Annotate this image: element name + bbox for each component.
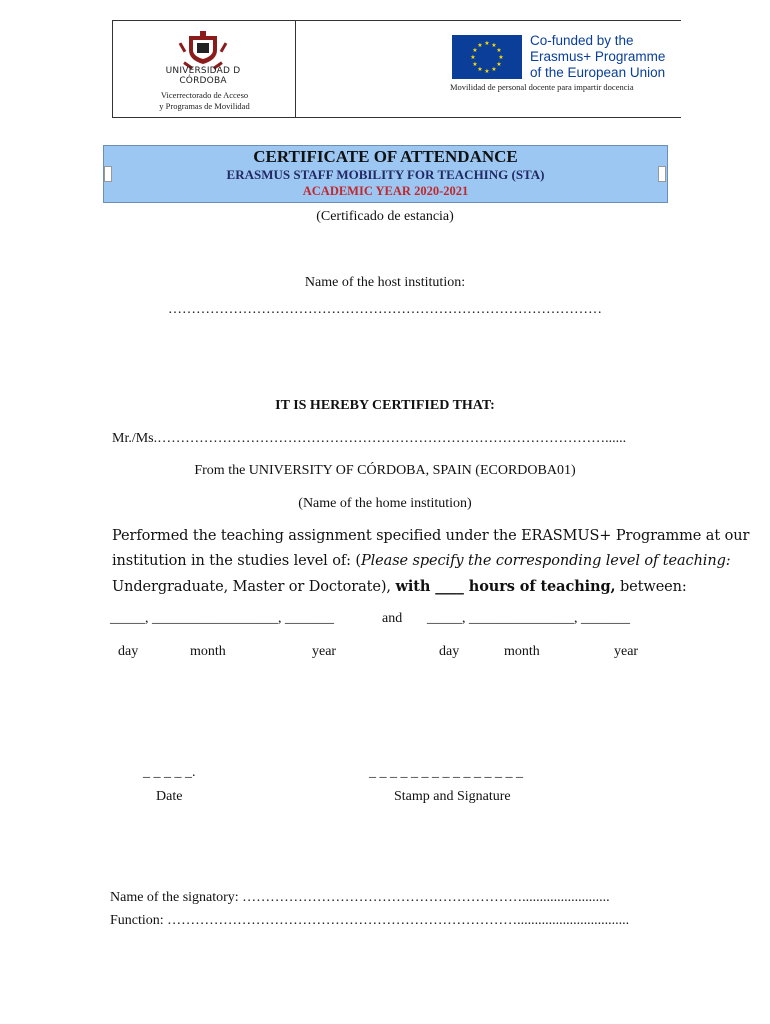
eu-cofunded-text [530, 33, 665, 81]
svg-text:★: ★ [470, 54, 476, 61]
start-month-label: month [190, 644, 226, 659]
svg-text:★: ★ [472, 47, 478, 54]
teaching-hours-field[interactable]: with ____ hours of teaching, [395, 578, 616, 595]
paragraph-line1: Performed the teaching assignment specified under the ERASMUS+ Programme at our [112, 528, 750, 544]
start-date-field[interactable]: _____, __________________, _______ [110, 611, 334, 626]
paragraph-line2 [112, 553, 731, 569]
svg-text:★: ★ [477, 42, 483, 49]
certified-heading: IT IS HEREBY CERTIFIED THAT: [275, 398, 495, 413]
eu-line1: Co-funded by the [530, 33, 634, 48]
eu-line3: of the European Union [530, 65, 666, 80]
signatory-name-field[interactable]: Name of the signatory: ……………………………………………………......................... [110, 890, 610, 905]
eu-flag-icon [452, 35, 522, 79]
end-day-label: day [439, 644, 460, 659]
svg-text:★: ★ [491, 42, 497, 49]
eu-line2: Erasmus+ Programme [530, 49, 666, 64]
paragraph-line3-end: between: [615, 579, 687, 595]
end-month-label: month [504, 644, 540, 659]
start-day-label: day [118, 644, 139, 659]
end-date-field[interactable]: _____, _______________, _______ [427, 611, 630, 626]
paragraph-line3-text: Undergraduate, Master or Doctorate), [112, 579, 396, 595]
eu-subtitle: Movilidad de personal docente para impartir docencia [450, 82, 634, 92]
paragraph-line2-text: institution in the studies level of: ( [112, 553, 361, 569]
svg-text:★: ★ [472, 61, 478, 68]
host-institution-field[interactable]: ………………………………………………………………………………… [168, 302, 602, 317]
svg-text:★: ★ [496, 47, 502, 54]
paragraph-line2-italic: Please specify the corresponding level of teaching: [360, 553, 731, 569]
and-label: and [382, 611, 403, 626]
spanish-title: (Certificado de estancia) [316, 209, 454, 224]
svg-text:★: ★ [484, 68, 490, 75]
stamp-signature-label: Stamp and Signature [394, 789, 511, 804]
home-university-line: From the UNIVERSITY OF CÓRDOBA, SPAIN (ECORDOBA01) [194, 463, 576, 478]
certificate-subtitle: ERASMUS STAFF MOBILITY FOR TEACHING (STA) [226, 167, 545, 182]
svg-text:★: ★ [477, 66, 483, 73]
svg-text:★: ★ [498, 54, 504, 61]
university-name: UNIVERSIDAD D CÓRDOBA [165, 66, 241, 86]
end-year-label: year [614, 644, 639, 659]
start-year-label: year [312, 644, 337, 659]
date-signature-field[interactable]: _ _ _ _ _. [143, 765, 196, 780]
home-institution-caption: (Name of the home institution) [298, 496, 472, 511]
svg-text:★: ★ [484, 40, 490, 47]
vice-rectorate-line2: y Programas de Movilidad [159, 101, 250, 111]
paragraph-line3 [112, 578, 687, 595]
vice-rectorate-line1: Vicerrectorado de Acceso [160, 90, 249, 100]
academic-year: ACADEMIC YEAR 2020-2021 [302, 184, 469, 198]
date-label: Date [156, 789, 183, 804]
svg-text:★: ★ [491, 66, 497, 73]
host-institution-label: Name of the host institution: [304, 275, 466, 290]
participant-name-field[interactable]: Mr./Ms.……………………………………………………………………………………...... [112, 431, 627, 446]
svg-text:★: ★ [496, 61, 502, 68]
stamp-signature-field[interactable]: _ _ _ _ _ _ _ _ _ _ _ _ _ _ _ [369, 765, 523, 780]
certificate-title: CERTIFICATE OF ATTENDANCE [253, 147, 518, 166]
function-field[interactable]: Function: …………………………………………………………………................................ [110, 913, 630, 928]
